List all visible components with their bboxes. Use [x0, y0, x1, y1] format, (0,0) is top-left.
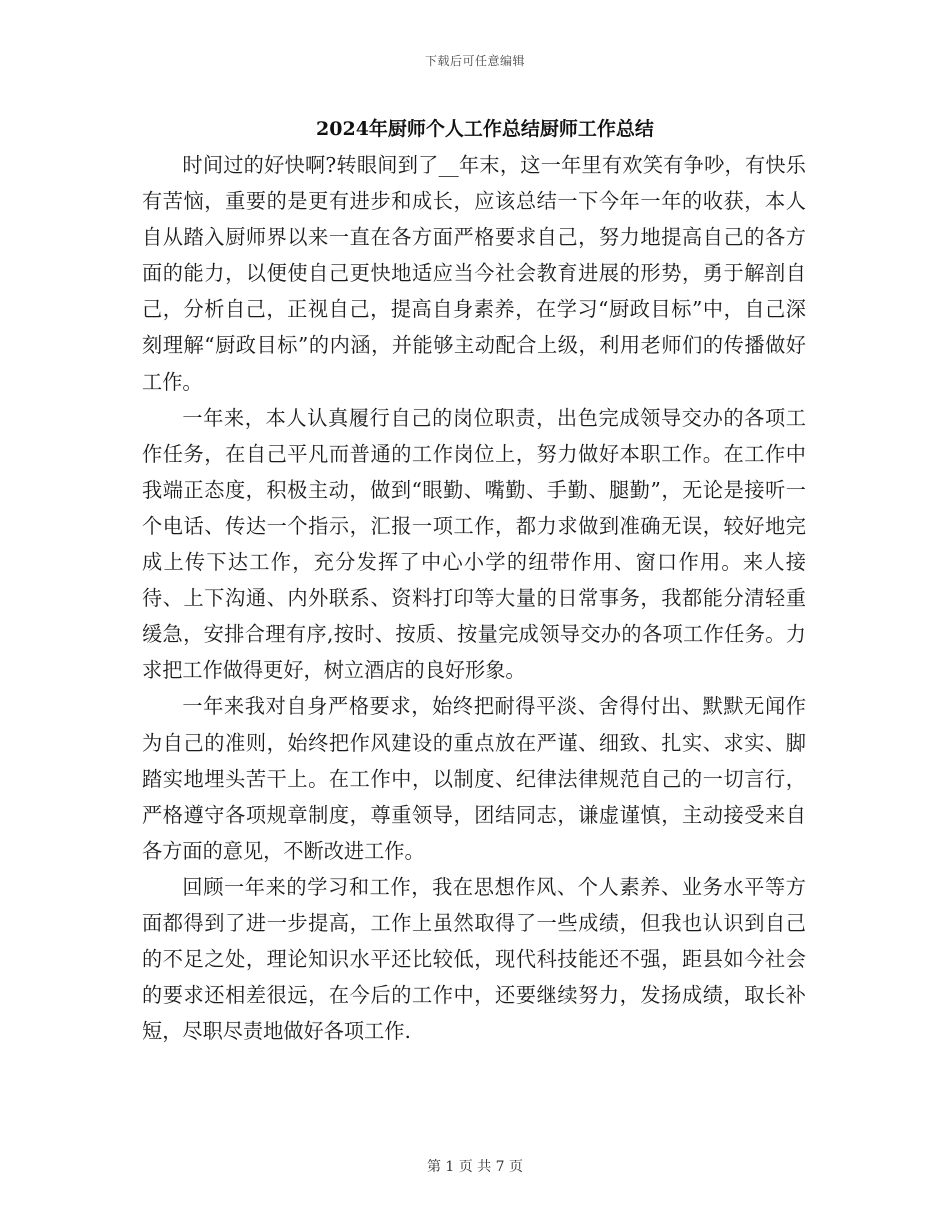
paragraph-3: 一年来我对自身严格要求，始终把耐得平淡、舍得付出、默默无闻作为自己的准则，始终把作风建设的重点放在严谨、细致、扎实、求实、脚踏实地埋头苦干上。在工作中，以制度、纪律法律规范自己的一切言行，严格遵守各项规章制度，尊重领导，团结同志，谦虚谨慎，主动接受来自各方面的意见，不断改进工作。 [142, 694, 806, 863]
document-body [142, 147, 806, 1049]
header-note: 下载后可任意编辑 [424, 54, 525, 68]
paragraph-4: 回顾一年来的学习和工作，我在思想作风、个人素养、业务水平等方面都得到了进一步提高，工作上虽然取得了一些成绩，但我也认识到自己的不足之处，理论知识水平还比较低，现代科技能还不强，距县如今社会的要求还相差很远，在今后的工作中，还要继续努力，发扬成绩，取长补短，尽职尽责地做好各项工作. [142, 874, 806, 1044]
page-number: 第 1 页 共 7 页 [426, 1159, 524, 1175]
paragraph-2: 一年来，本人认真履行自己的岗位职责，出色完成领导交办的各项工作任务，在自己平凡而普通的工作岗位上，努力做好本职工作。在工作中我端正态度，积极主动，做到“眼勤、嘴勤、手勤、腿勤”，无论是接听一个电话、传达一个指示，汇报一项工作，都力求做到准确无误，较好地完成上传下达工作，充分发挥了中心小学的纽带作用、窗口作用。来人接待、上下沟通、内外联系、资料打印等大量的日常事务，我都能分清轻重缓急，安排合理有序,按时、按质、按量完成领导交办的各项工作任务。力求把工作做得更好，树立酒店的良好形象。 [142, 405, 806, 683]
paragraph-1: 时间过的好快啊?转眼间到了__年末，这一年里有欢笑有争吵，有快乐有苦恼，重要的是更有进步和成长，应该总结一下今年一年的收获，本人自从踏入厨师界以来一直在各方面严格要求自己，努力地提高自己的各方面的能力，以便使自己更快地适应当今社会教育进展的形势，勇于解剖自己，分析自己，正视自己，提高自身素养，在学习“厨政目标”中，自己深刻理解“厨政目标”的内涵，并能够主动配合上级，利用老师们的传播做好工作。 [142, 153, 806, 394]
document-title: 2024年厨师个人工作总结厨师工作总结 [316, 118, 654, 140]
